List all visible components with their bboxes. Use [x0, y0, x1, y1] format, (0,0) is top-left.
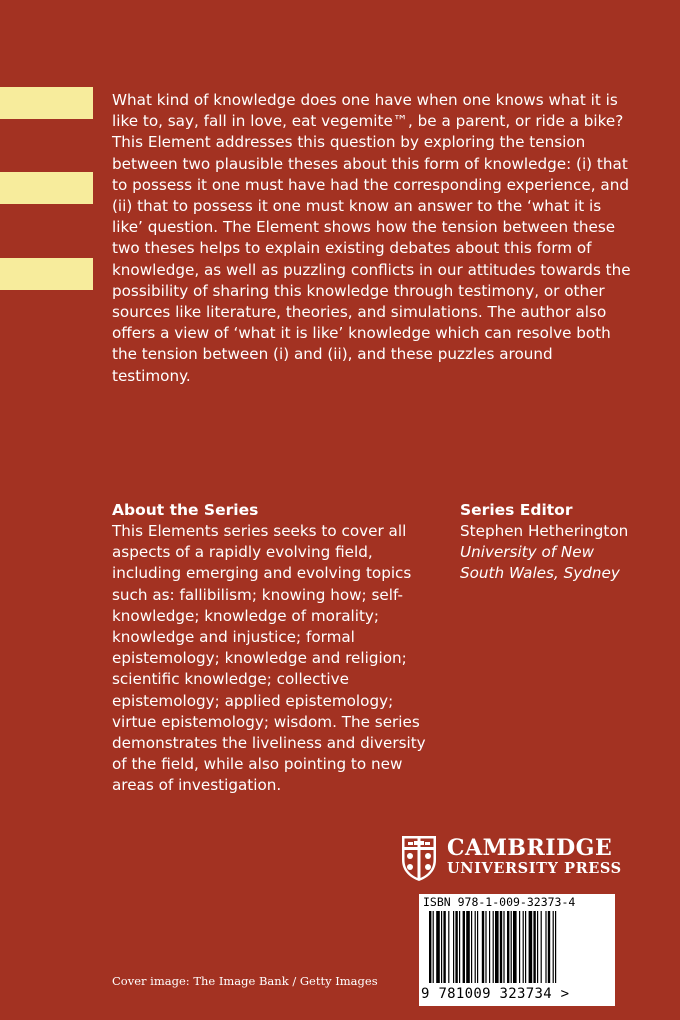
barcode-bar — [495, 911, 499, 983]
barcode-bar — [482, 911, 484, 983]
decorative-stripe — [0, 172, 93, 204]
barcode-bar — [429, 911, 431, 983]
barcode-bar — [436, 911, 440, 983]
barcode-bar — [463, 911, 465, 983]
barcode-bar — [448, 911, 449, 983]
barcode-bar — [507, 911, 509, 983]
decorative-stripe — [0, 258, 93, 290]
about-series-text: This Elements series seeks to cover all aspects of a rapidly evolving field, including emerging and evolving topics such as: fallibilism; knowing how; self-knowledge; knowledge of morality; knowledge and injustice; formal epistemology; knowledge and religion; scientific knowledge; collective epistemology; applied epistemology; virtue epistemology; wisdom. The series demonstrates the liveliness and diversity of the field, while also pointing to new areas of investigation. — [112, 522, 426, 795]
barcode-bar — [525, 911, 526, 983]
barcode-bar — [485, 911, 486, 983]
series-editor-heading: Series Editor — [460, 501, 573, 519]
series-editor-section — [460, 500, 640, 585]
barcode-bar — [455, 911, 457, 983]
book-blurb: What kind of knowledge does one have when one knows what it is like to, say, fall in love, eat vegemite™, be a parent, or ride a bike? This Element addresses this question by exploring the tension between two plausible theses about this form of knowledge: (i) that to possess it one must have had the corresponding experience, and (ii) that to possess it one must know an answer to the ‘what it is like’ question. The Element shows how the tension between these two theses helps to explain existing debates about this form of knowledge, as well as puzzling conflicts in our attitudes towards the possibility of sharing this knowledge through testimony, or other sources like literature, theories, and simulations. The author also offers a view of ‘what it is like’ knowledge which can resolve both the tension between (i) and (ii), and these puzzles around testimony. — [112, 91, 631, 385]
cambridge-crest-icon — [400, 834, 438, 882]
barcode-bar — [519, 911, 520, 983]
barcode-bar — [443, 911, 445, 983]
barcode-bar — [529, 911, 533, 983]
barcode-bar — [477, 911, 478, 983]
barcode-bar — [511, 911, 512, 983]
barcode-bar — [453, 911, 454, 983]
barcode-bar — [471, 911, 472, 983]
barcode-bar — [555, 911, 556, 983]
barcode-bar — [548, 911, 550, 983]
barcode-bar — [466, 911, 470, 983]
series-editor-name: Stephen Hetherington — [460, 522, 629, 540]
publisher-logo — [400, 834, 630, 884]
about-series-heading: About the Series — [112, 501, 259, 519]
barcode-bar — [493, 911, 494, 983]
publisher-name: CAMBRIDGE — [447, 835, 613, 861]
cover-image-credit: Cover image: The Image Bank / Getty Images — [112, 974, 378, 988]
barcode-bar — [545, 911, 546, 983]
barcode-bar — [537, 911, 538, 983]
barcode-bar — [500, 911, 502, 983]
barcode-bar — [523, 911, 524, 983]
barcode-bar — [513, 911, 517, 983]
barcode-bar — [503, 911, 504, 983]
barcode-bar — [489, 911, 490, 983]
barcode-bar — [533, 911, 535, 983]
isbn-digits: 9 781009 323734 > — [421, 986, 570, 1002]
barcode-bar — [459, 911, 460, 983]
series-editor-institution: University of New South Wales, Sydney — [460, 543, 620, 583]
isbn-barcode — [419, 894, 615, 1006]
publisher-subname: UNIVERSITY PRESS — [447, 860, 622, 877]
about-series-section — [112, 500, 437, 797]
barcode-bar — [433, 911, 434, 983]
decorative-stripe — [0, 87, 93, 119]
isbn-label: ISBN 978-1-009-32373-4 — [423, 895, 576, 909]
barcode-bar — [441, 911, 442, 983]
barcode-bar — [475, 911, 476, 983]
barcode-bar — [541, 911, 542, 983]
barcode-bars — [429, 911, 609, 983]
barcode-bar — [553, 911, 554, 983]
